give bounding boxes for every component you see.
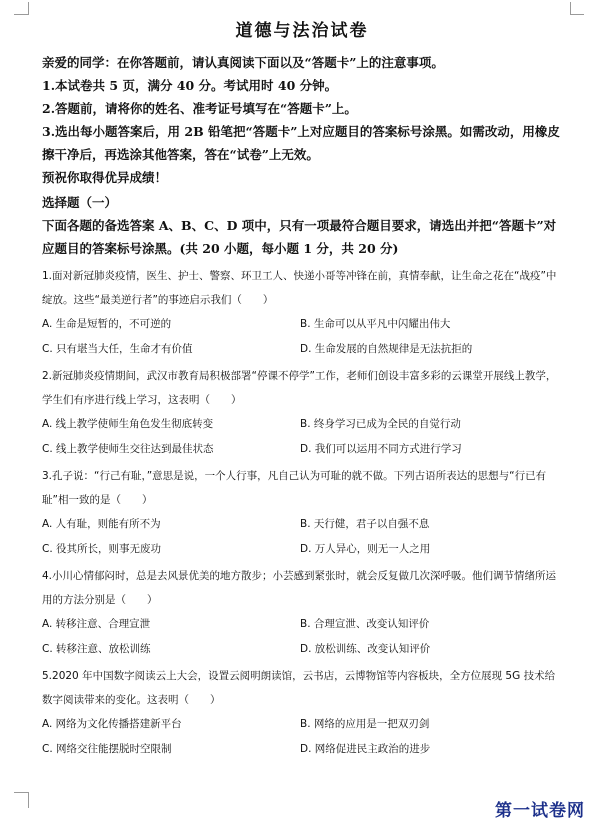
- option-a: A. 转移注意、合理宣泄: [42, 618, 151, 630]
- option-c: C. 只有堪当大任，生命才有价值: [42, 343, 193, 355]
- crop-mark-bottom-left-v: [28, 792, 29, 808]
- option-grid: [42, 512, 562, 562]
- question-stem: 2.新冠肺炎疫情期间，武汉市教育局积极部署“停课不停学”工作，老师们创设丰富多彩的云课堂开展线上教学，学生们有序进行线上学习，这表明（ ）: [42, 370, 557, 406]
- option-d: D. 万人异心，则无一人之用: [300, 543, 431, 555]
- question-5: [42, 664, 562, 762]
- notice-line: 预祝你取得优异成绩！: [42, 170, 168, 185]
- option-d: D. 放松训练、改变认知评价: [300, 643, 431, 655]
- section-instructions: 下面各题的备选答案 A、B、C、D 项中，只有一项最符合题目要求，请选出并把“答题卡”对应题目的答案标号涂黑。(共 20 小题，每小题 1 分，共 20 分): [42, 218, 557, 256]
- question-4: [42, 564, 562, 662]
- notice-line: 2.答题前，请将你的姓名、准考证号填写在“答题卡”上。: [42, 101, 357, 116]
- crop-mark-bottom-left-h: [14, 792, 28, 793]
- option-a: A. 生命是短暂的，不可逆的: [42, 318, 172, 330]
- option-grid: [42, 312, 562, 362]
- option-b: B. 合理宣泄、改变认知评价: [300, 618, 430, 630]
- option-grid: [42, 712, 562, 762]
- option-b: B. 终身学习已成为全民的自觉行动: [300, 418, 461, 430]
- crop-mark-top-left-h: [14, 14, 28, 15]
- option-c: C. 转移注意、放松训练: [42, 643, 151, 655]
- question-3: [42, 464, 562, 562]
- option-grid: [42, 412, 562, 462]
- notice-line: 1.本试卷共 5 页，满分 40 分。考试用时 40 分钟。: [42, 78, 338, 93]
- site-watermark: 第一试卷网: [495, 801, 585, 821]
- notice-line: 亲爱的同学：在你答题前，请认真阅读下面以及“答题卡”上的注意事项。: [42, 55, 444, 70]
- option-grid: [42, 612, 562, 662]
- option-a: A. 线上教学使师生角色发生彻底转变: [42, 418, 214, 430]
- option-b: B. 生命可以从平凡中闪耀出伟大: [300, 318, 451, 330]
- option-c: C. 线上教学使师生交往达到最佳状态: [42, 443, 214, 455]
- question-stem: 1.面对新冠肺炎疫情，医生、护士、警察、环卫工人、快递小哥等冲锋在前，真情奉献，让生命之花在“战疫”中绽放。这些“最美逆行者”的事迹启示我们（ ）: [42, 270, 557, 306]
- option-c: C. 役其所长，则事无废功: [42, 543, 162, 555]
- question-stem: 4.小川心情郁闷时，总是去风景优美的地方散步；小芸感到紧张时，就会反复做几次深呼吸。他们调节情绪所运用的方法分别是（ ）: [42, 570, 557, 606]
- crop-mark-top-right-v: [570, 2, 571, 15]
- option-b: B. 网络的应用是一把双刃剑: [300, 718, 430, 730]
- notice-line: 3.选出每小题答案后，用 2B 铅笔把“答题卡”上对应题目的答案标号涂黑。如需改动，用橡皮擦干净后，再选涂其他答案，答在“试卷”上无效。: [42, 124, 560, 162]
- crop-mark-top-right-h: [570, 14, 584, 15]
- exam-title: 道德与法治试卷: [235, 21, 369, 41]
- question-stem: 3.孔子说：“行己有耻，”意思是说，一个人行事，凡自己认为可耻的就不做。下列古语所表达的思想与“行已有耻”相一致的是（ ）: [42, 470, 547, 506]
- option-a: A. 网络为文化传播搭建新平台: [42, 718, 182, 730]
- question-stem: 5.2020 年中国数字阅读云上大会，设置云阅明朗读馆，云书店，云博物馆等内容板块，全方位展现 5G 技术给数字阅读带来的变化。这表明（ ）: [42, 670, 556, 706]
- section-title: 选择题（一）: [42, 195, 118, 210]
- option-b: B. 天行健，君子以自强不息: [300, 518, 430, 530]
- option-d: D. 生命发展的自然规律是无法抗拒的: [300, 343, 473, 355]
- option-d: D. 我们可以运用不同方式进行学习: [300, 443, 462, 455]
- option-a: A. 人有耻，则能有所不为: [42, 518, 161, 530]
- notice-block: [42, 51, 562, 189]
- exam-page: [42, 16, 562, 762]
- question-2: [42, 364, 562, 462]
- option-d: D. 网络促进民主政治的进步: [300, 743, 431, 755]
- option-c: C. 网络交往能摆脱时空限制: [42, 743, 172, 755]
- crop-mark-top-left-v: [28, 2, 29, 15]
- question-1: [42, 264, 562, 362]
